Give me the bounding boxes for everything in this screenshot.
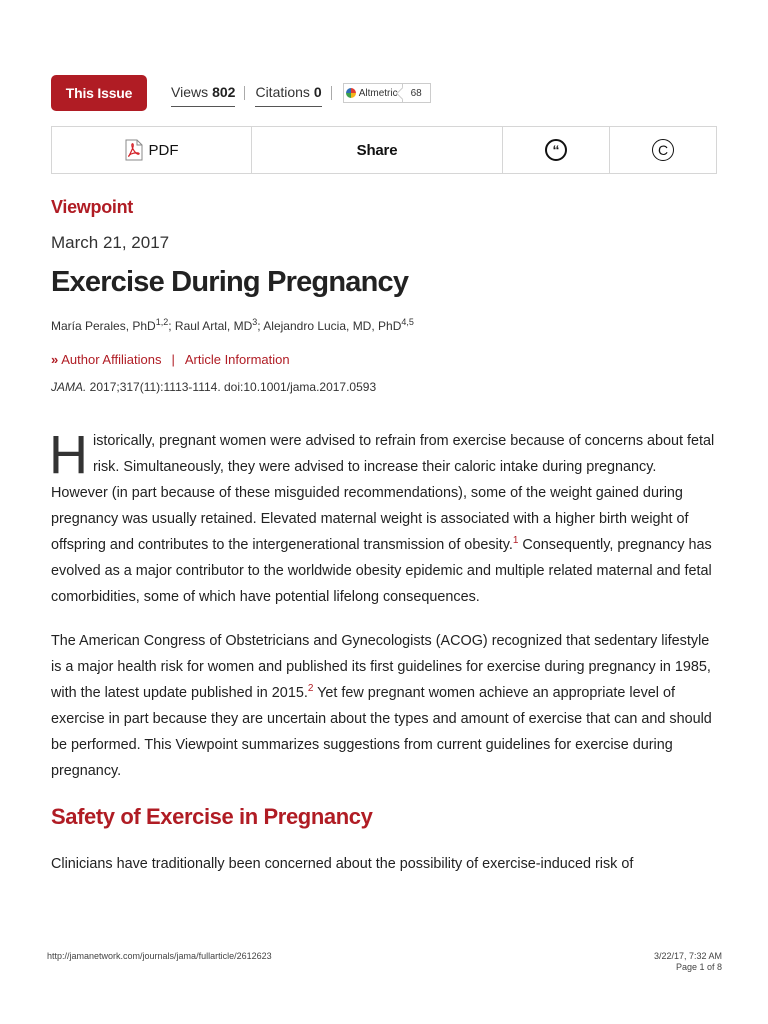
citation-details: 2017;317(11):1113-1114. doi:10.1001/jama.2017.0593 (86, 380, 377, 394)
article-metrics-bar (51, 75, 431, 111)
author-list: María Perales, PhD$^{1,2}$; Raul Artal, $MD^3$; Alejandro Lucia, MD, PhD$^{4,5}$ (51, 317, 414, 333)
citations-link[interactable] (255, 79, 321, 107)
pdf-file-icon (125, 139, 143, 161)
paragraph (49, 425, 717, 610)
author-affiliation-ref: 4,5 (401, 317, 414, 327)
views-label: Views (171, 84, 209, 100)
altmetric-swirl-icon (346, 88, 356, 98)
article-information-link[interactable]: Article Information (184, 352, 290, 367)
article-citation (51, 380, 376, 394)
author-name[interactable]: María Perales, PhD (51, 319, 156, 333)
share-button[interactable] (252, 127, 503, 173)
author-affiliations-link[interactable]: Author Affiliations (61, 352, 162, 367)
this-issue-button[interactable]: This Issue (51, 75, 147, 111)
chevron-right-icon: » (51, 352, 59, 367)
reference-link[interactable]: 2 (307, 683, 314, 695)
copyright-icon: C (652, 139, 674, 161)
author-affiliation-ref: 3 (252, 317, 258, 327)
paragraph-text: Consequently, pregnancy has evolved as a major contributor to the worldwide obesity epidemic and multiple related maternal and fetal comorbidities, some of which have potential lifelong consequences. (51, 537, 712, 605)
divider (244, 86, 245, 100)
drop-cap: H (49, 425, 88, 485)
article-toolbar (51, 126, 717, 174)
reference-link[interactable]: 1 (512, 535, 519, 547)
paragraph-text: The American Congress of Obstetricians and Gynecologists (ACOG) recognized that sedentary lifestyle is a major health risk for women and published its first guidelines for exercise during pregnancy in 1985, with the latest update published in 2015. (51, 633, 711, 701)
author-name[interactable]: Raul Artal, MD (174, 319, 253, 333)
paragraph-text: Yet few pregnant women achieve an appropriate level of exercise in part because they are uncertain about the types and amount of exercise that can and should be performed. This Viewpoint summarizes suggestions from current guidelines for exercise during pregnancy. (51, 685, 712, 779)
print-meta (654, 951, 722, 973)
divider: | (171, 352, 175, 367)
article-title: Exercise During Pregnancy (51, 266, 409, 298)
paragraph-text: istorically, pregnant women were advised to refrain from exercise because of concerns about fetal risk. Simultaneously, they were advised to increase their caloric intake during pregnancy. However (in part because of these misguided recommendations), some of the weight gained during pregnancy was usually retained. Elevated maternal weight is associated with a higher birth weight of offspring and contributes to the intergenerational transmission of obesity. (51, 433, 715, 553)
altmetric-score: 68 (403, 83, 431, 103)
page-number: Page 1 of 8 (675, 962, 722, 972)
citations-label: Citations (255, 84, 310, 100)
citations-count: 0 (313, 84, 322, 100)
views-link[interactable] (171, 79, 235, 107)
section-heading: Safety of Exercise in Pregnancy (51, 804, 373, 829)
paragraph (51, 628, 717, 784)
publish-date: March 21, 2017 (51, 233, 170, 252)
journal-name: JAMA. (51, 380, 87, 394)
author-name[interactable]: Alejandro Lucia, MD, PhD (263, 319, 402, 333)
share-label: Share (356, 141, 398, 159)
article-type: Viewpoint (51, 197, 133, 217)
views-count: 802 (212, 84, 236, 100)
altmetric-label: Altmetric (358, 87, 398, 99)
print-url: http://jamanetwork.com/journals/jama/fullarticle/2612623 (47, 951, 272, 961)
altmetric-logo (343, 83, 403, 103)
permissions-button[interactable] (610, 127, 716, 173)
pdf-button[interactable] (52, 127, 252, 173)
altmetric-badge[interactable] (343, 83, 431, 103)
article-info-links (51, 352, 290, 367)
divider (331, 86, 332, 100)
pdf-label: PDF (148, 141, 179, 159)
author-affiliation-ref: 1,2 (155, 317, 169, 327)
cite-button[interactable] (503, 127, 610, 173)
print-timestamp: 3/22/17, 7:32 AM (653, 951, 722, 961)
quote-icon: “ (545, 139, 567, 161)
paragraph-text: Clinicians have traditionally been concerned about the possibility of exercise-induced risk of (51, 856, 634, 872)
paragraph (51, 851, 717, 877)
